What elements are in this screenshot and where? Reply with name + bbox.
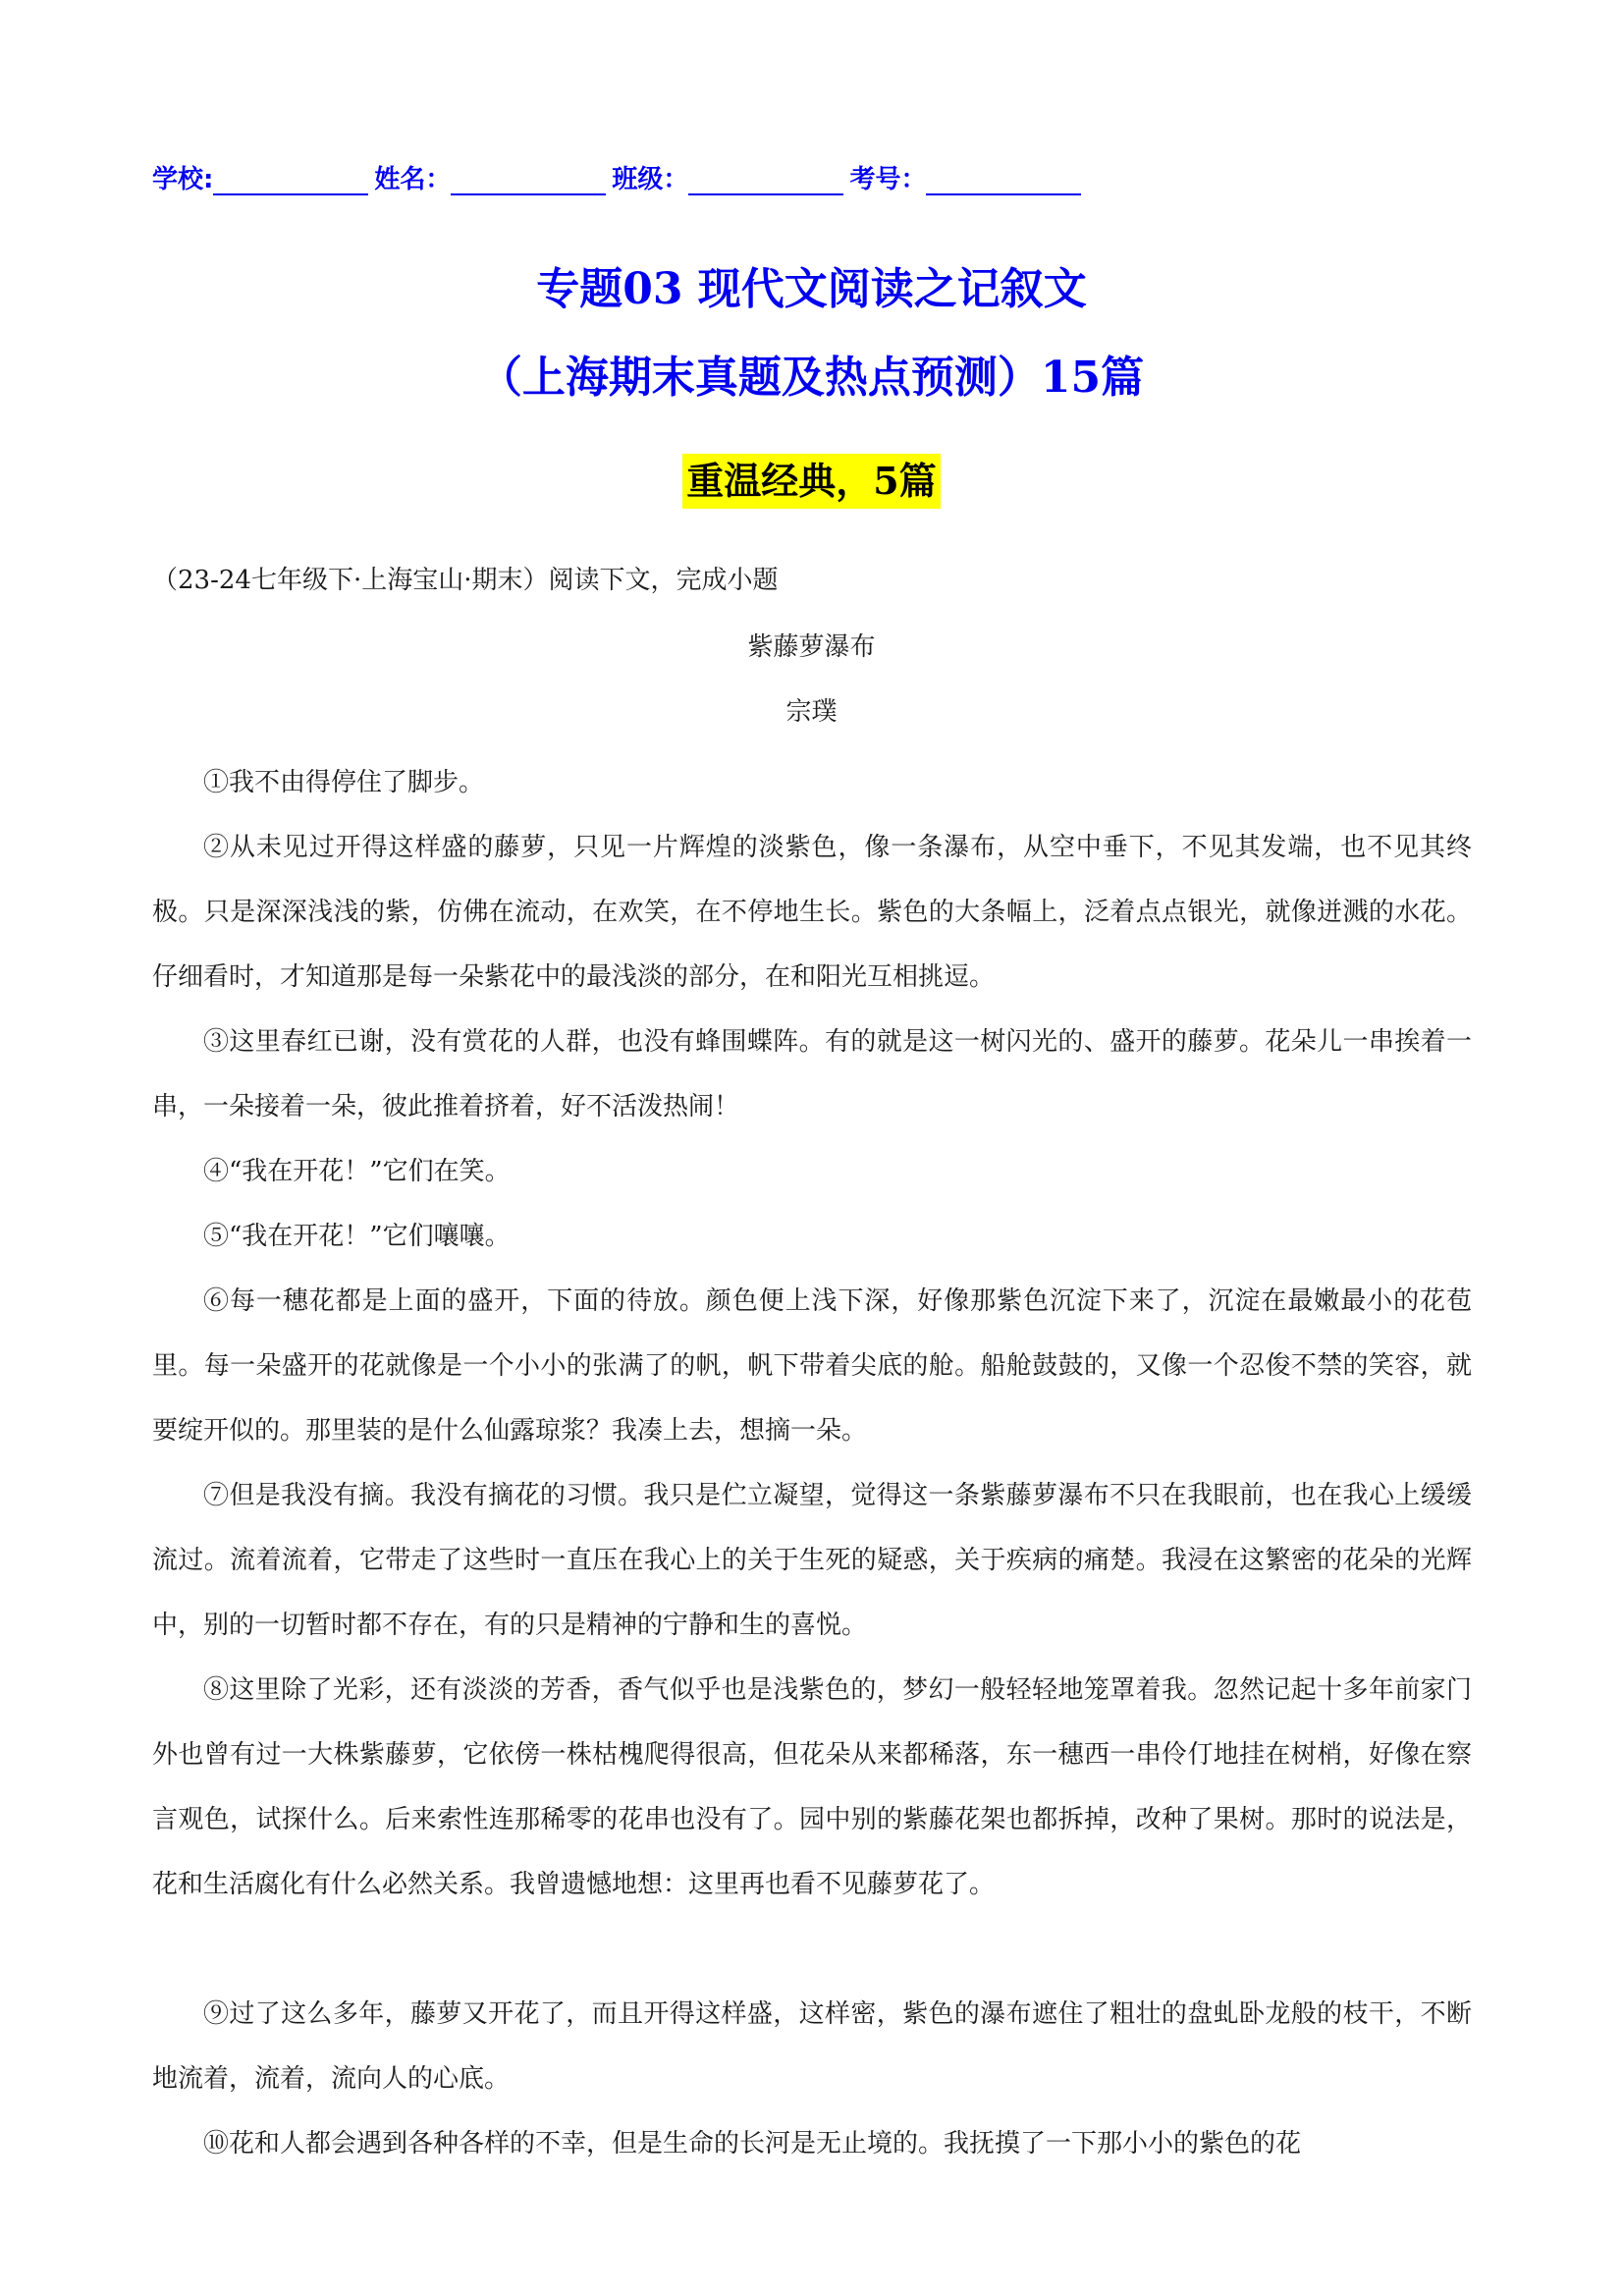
passage-author: 宗璞 [785, 697, 838, 727]
question-intro: （23-24七年级下·上海宝山·期末）阅读下文，完成小题 [152, 566, 779, 595]
paragraph-number: ⑧ [203, 1675, 230, 1705]
document-title: 专题03 现代文阅读之记叙文 [536, 264, 1087, 314]
paragraph-number: ④ [203, 1157, 230, 1186]
paragraph-text: 花和人都会遇到各种各样的不幸，但是生命的长河是无止境的。我抚摸了一下那小小的紫色的花 [229, 2129, 1302, 2159]
paragraph-5 [152, 1204, 1472, 1269]
paragraph-text: 从未见过开得这样盛的藤萝，只见一片辉煌的淡紫色，像一条瀑布，从空中垂下，不见其发端，也不见其终极。只是深深浅浅的紫，仿佛在流动，在欢笑，在不停地生长。紫色的大条幅上，泛着点点银光，就像迸溅的水花。仔细看时，才知道那是每一朵紫花中的最浅淡的部分，在和阳光互相挑逗。 [152, 833, 1472, 992]
exam-no-label: 考号： [849, 165, 927, 194]
exam-no-blank[interactable] [926, 166, 1081, 195]
section-heading [0, 454, 1623, 509]
paragraph-number: ⑨ [203, 1999, 230, 2029]
class-blank[interactable] [688, 166, 843, 195]
paragraph-text: 这里春红已谢，没有赏花的人群，也没有蜂围蝶阵。有的就是这一树闪光的、盛开的藤萝。花朵儿一串挨着一串，一朵接着一朵，彼此推着挤着，好不活泼热闹！ [152, 1027, 1472, 1121]
paragraph-text: “我在开花！”它们在笑。 [229, 1157, 511, 1186]
passage-title: 紫藤萝瀑布 [747, 632, 876, 662]
paragraph-number: ③ [203, 1027, 230, 1057]
section-title: 重温经典，5篇 [682, 454, 940, 509]
paragraph-10 [152, 2111, 1472, 2176]
student-info-line [152, 159, 1087, 195]
paragraph-text: 但是我没有摘。我没有摘花的习惯。我只是伫立凝望，觉得这一条紫藤萝瀑布不只在我眼前，也在我心上缓缓流过。流着流着，它带走了这些时一直压在我心上的关于生死的疑惑，关于疾病的痛楚。我浸在这繁密的花朵的光辉中，别的一切暂时都不存在，有的只是精神的宁静和生的喜悦。 [152, 1481, 1472, 1640]
school-blank[interactable] [213, 166, 368, 195]
paragraph-6 [152, 1269, 1472, 1463]
name-blank[interactable] [451, 166, 606, 195]
name-label: 姓名： [374, 165, 452, 194]
paragraph-number: ⑥ [203, 1286, 230, 1316]
paragraph-number: ⑤ [203, 1222, 230, 1251]
paragraph-number: ⑦ [203, 1481, 230, 1510]
document-subtitle: （上海期末真题及热点预测）15篇 [478, 353, 1145, 403]
paragraph-text: 每一穗花都是上面的盛开，下面的待放。颜色便上浅下深，好像那紫色沉淀下来了，沉淀在最嫩最小的花苞里。每一朵盛开的花就像是一个小小的张满了的帆，帆下带着尖底的舱。船舱鼓鼓的，又像一个忍俊不禁的笑容，就要绽开似的。那里装的是什么仙露琼浆？我凑上去，想摘一朵。 [152, 1286, 1472, 1446]
paragraph-9 [152, 1982, 1472, 2111]
school-label: 学校: [152, 165, 214, 194]
paragraph-7 [152, 1463, 1472, 1658]
paragraph-3 [152, 1010, 1472, 1139]
paragraph-text: “我在开花！”它们嚷嚷。 [229, 1222, 511, 1251]
paragraph-4 [152, 1139, 1472, 1204]
paragraph-2 [152, 815, 1472, 1010]
paragraph-number: ⑩ [203, 2129, 230, 2159]
paragraph-number: ② [203, 833, 230, 862]
paragraph-text: 我不由得停住了脚步。 [229, 768, 485, 797]
paragraph-text: 过了这么多年，藤萝又开花了，而且开得这样盛，这样密，紫色的瀑布遮住了粗壮的盘虬卧龙般的枝干，不断地流着，流着，流向人的心底。 [152, 1999, 1472, 2094]
class-label: 班级： [612, 165, 689, 194]
paragraph-8 [152, 1658, 1472, 1917]
paragraph-text: 这里除了光彩，还有淡淡的芳香，香气似乎也是浅紫色的，梦幻一般轻轻地笼罩着我。忽然记起十多年前家门外也曾有过一大株紫藤萝，它依傍一株枯槐爬得很高，但花朵从来都稀落，东一穗西一串伶仃地挂在树梢，好像在察言观色，试探什么。后来索性连那稀零的花串也没有了。园中别的紫藤花架也都拆掉，改种了果树。那时的说法是，花和生活腐化有什么必然关系。我曾遗憾地想：这里再也看不见藤萝花了。 [152, 1675, 1472, 1899]
paragraph-number: ① [203, 768, 230, 797]
paragraph-1 [152, 750, 1472, 815]
